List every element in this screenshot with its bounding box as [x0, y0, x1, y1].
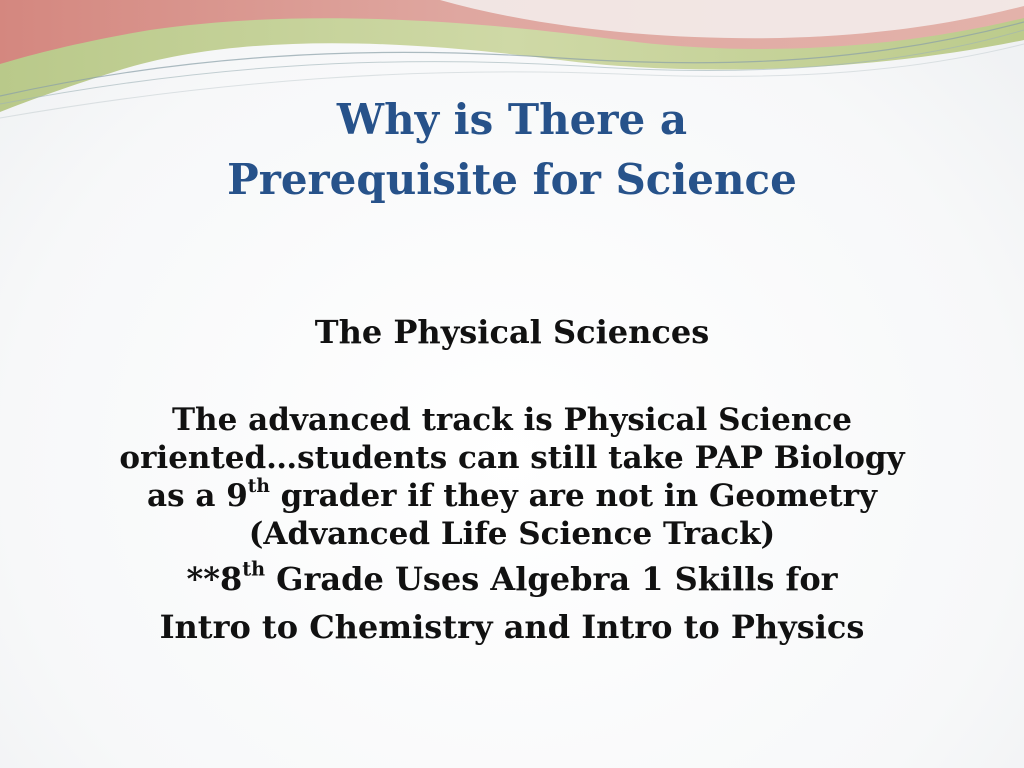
paragraph-line-1: The advanced track is Physical Science: [171, 402, 853, 438]
note-superscript: th: [242, 557, 266, 581]
note-prefix: **8: [186, 560, 243, 598]
subheading: The Physical Sciences: [314, 313, 710, 351]
eighth-grade-note: [90, 555, 934, 603]
slide-title: [112, 90, 912, 210]
paragraph-line-3-superscript: th: [247, 476, 270, 498]
paragraph-line-4: (Advanced Life Science Track): [248, 516, 776, 552]
title-line-1: Why is There a: [336, 95, 688, 144]
note-suffix: Grade Uses Algebra 1 Skills for: [265, 560, 838, 598]
paragraph-line-3-prefix: as a 9: [146, 478, 248, 514]
title-line-2: Prerequisite for Science: [227, 155, 797, 204]
paragraph-line-2: oriented…students can still take PAP Biology: [119, 440, 905, 476]
intro-courses-line: Intro to Chemistry and Intro to Physics: [159, 608, 865, 646]
slide-body: [90, 310, 934, 651]
advanced-track-paragraph: [90, 401, 934, 553]
paragraph-line-3-suffix: grader if they are not in Geometry: [269, 478, 878, 514]
